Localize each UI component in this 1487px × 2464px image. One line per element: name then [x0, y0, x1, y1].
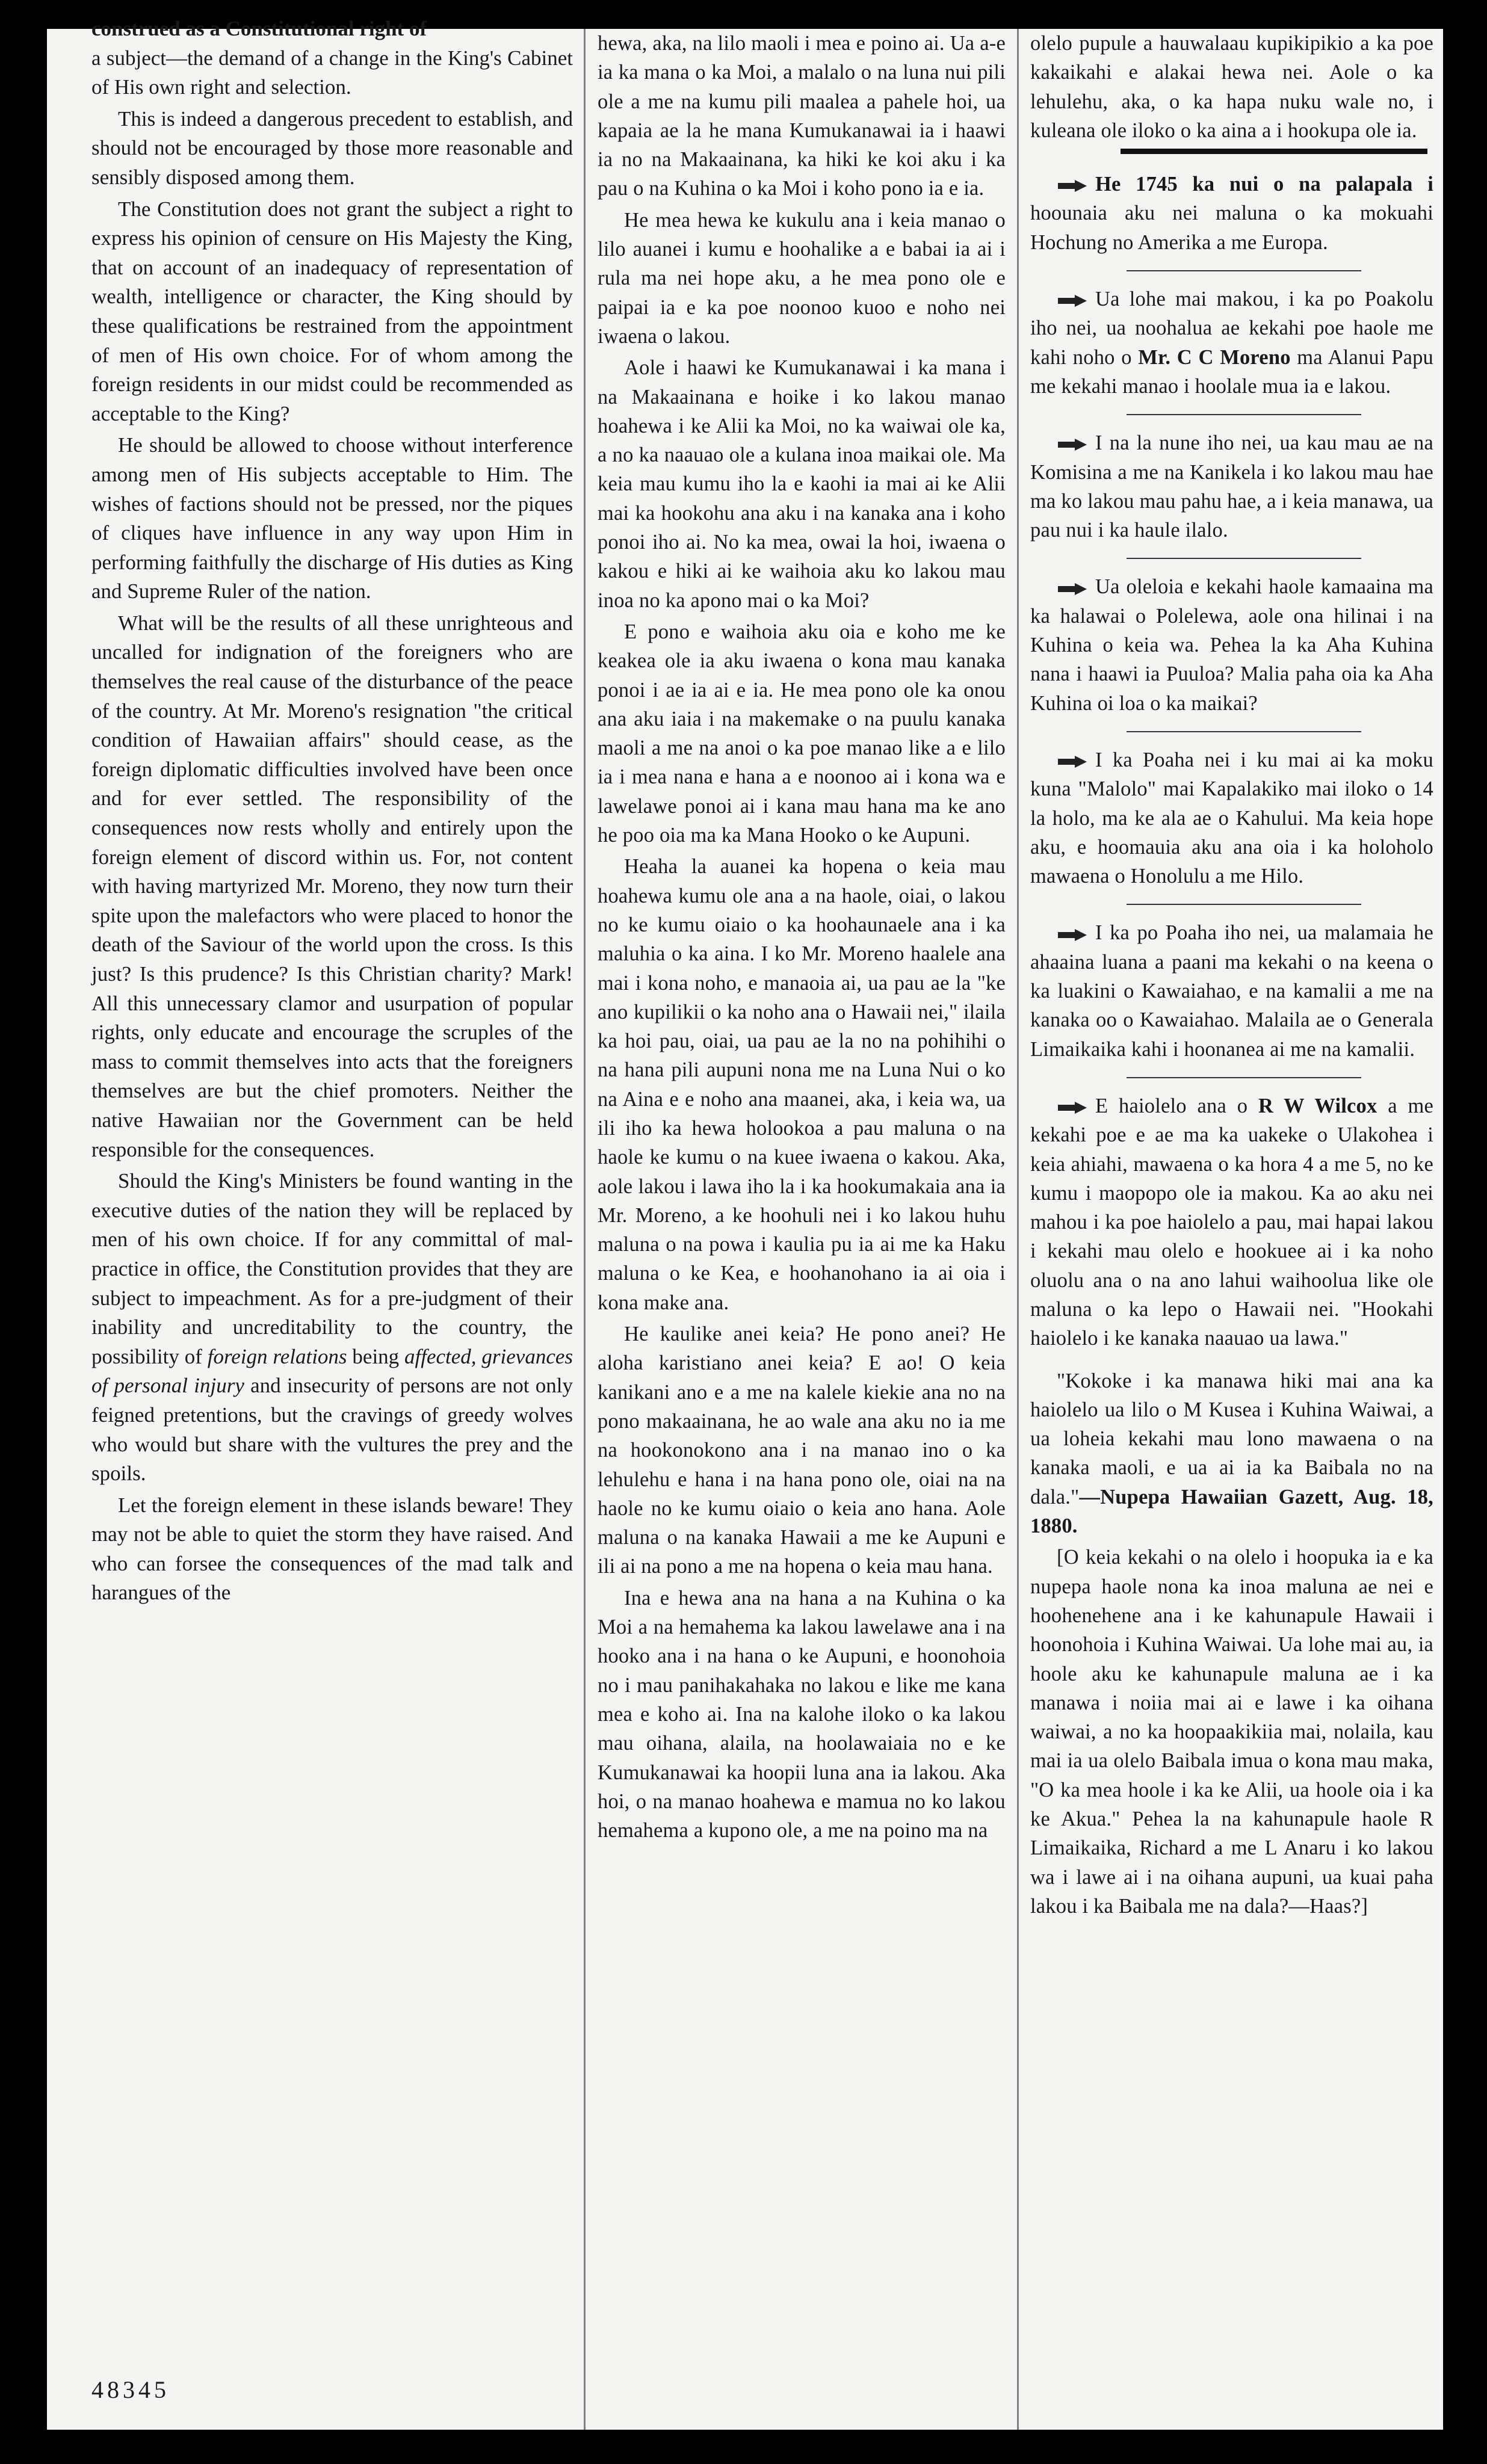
col1-paragraph-2: This is indeed a dangerous precedent to establish, and should not be encouraged by those more reasonable and sensibly disposed among them. [91, 107, 573, 189]
pointing-hand-icon [1057, 754, 1089, 770]
col2-paragraph-6: He kaulike anei keia? He pono anei? He aloha karistiano anei keia? E ao! O keia kanikani ano e a me na kalele kiekie ana no na pono makaainana, he ao wale ana aku no ia me na hookonokono ana i na manao ino o ka lehulehu e hana i na hana pono ole, oiai na na haole no ke kumu oiaio o keia ano hana. Aole maluna o na kanaka Hawaii a me ke Aupuni e ili ai na pono a me na hopena o keia mau hana. [598, 1323, 1006, 1578]
news-item-5-text: I ka Poaha nei i ku mai ai ka moku kuna "Malolo" mai Kapalakiko mai iloko o 14 la holo, ma ke ala ae o Kahului. Ma keia hope aku, e hoomauia aku ana oia i ka holoholo mawaena o Honolulu a me Hilo. [1030, 748, 1433, 888]
news-item-3-text: I na la nune iho nei, ua kau mau ae na Komisina a me na Kanikela i ko lakou mau hae ma ko lakou mau pahu hae, a i keia manawa, ua pau nui i ka haule ilalo. [1030, 431, 1433, 542]
pointing-hand-icon [1057, 178, 1089, 194]
pointing-hand-icon [1057, 293, 1089, 309]
quoted-item-text: "Kokoke i ka manawa hiki mai ana ka haiolelo ua lilo o M Kusea i Kuhina Waiwai, a ua loheia kekahi mau lono mawaena o na kanaka maoli, e ua ai ia ka Baibala no na dala." [1030, 1369, 1433, 1508]
section-rule [1121, 149, 1427, 154]
col1-p6-italic-2: affected, grievances of personal injury [91, 1344, 573, 1398]
english-column [91, 17, 573, 2430]
newspaper-page [47, 17, 1443, 2430]
pointing-hand-icon [1057, 581, 1089, 597]
pointing-hand-icon [1057, 927, 1089, 943]
col2-paragraph-1: hewa, aka, na lilo maoli i mea e poino ai. Ua a-e ia ka mana o ka Moi, a malalo o na luna nui pili ole a me na kumu pili maalea a pahele hoi, ua kapaia ae la he mana Kumukanawai ia i haawi ia no na Makaainana, ka hiki ke koi aku i ka pau o na Kuhina o ka Moi i koho pono ia e ia. [598, 32, 1006, 200]
item-rule [1127, 731, 1361, 732]
col2-paragraph-4: E pono e waihoia aku oia e koho me ke keakea ole ia aku iwaena o kona mau kanaka ponoi i ae ia ai e ia. He mea pono ole ka onou ana aku iaia i na makemake o na puulu kanaka maoli a me na anoi o ka poe manao like a e lilo ia i mea nana e hana a e noonoo ai i kona wa e lawelawe ponoi ai i kana mau hana ma ke ano he poo oia ma ka Mana Hooko o ke Aupuni. [598, 620, 1006, 847]
col1-p6-part-b: being [352, 1344, 400, 1368]
news-item-5 [1030, 746, 1433, 891]
news-item-7-text-b: a me kekahi poe e ae ma ka uakeke o Ulakohea i keia ahiahi, mawaena o ka hora 4 a me 5, no ke kumu i maopopo ole ia makou. Ka ao aku nei mahou i ka poe haiolelo a pau, mai hapai lakou i kekahi mau olelo e hookuee ai i ka noho oluolu ana o na ano lahui waihoolua like ole maluna o ka lepo o Hawaii nei. "Hookahi haiolelo i ke kanaka naauao ua lawa." [1030, 1094, 1434, 1350]
col1-paragraph-5: What will be the results of all these unrighteous and uncalled for indignation of the foreigners who are themselves the real cause of the disturbance of the peace of the country. At Mr. Moreno's resignation "the critical condition of Hawaiian affairs" should cease, as the foreign diplomatic difficulties involved have been once and for ever settled. The responsibility of the consequences now rests wholly and entirely upon the foreign element of discord within us. For, not content with having martyrized Mr. Moreno, they now turn their spite upon the malefactors who were placed to honor the death of the Saviour of the world upon the cross. Is this just? Is this prudence? Is this Christian charity? Mark! All this unnecessary clamor and usurpation of popular rights, only educate and encourage the scruples of the mass to commit themselves into acts that the foreigners themselves are but the chief promoters. Neither the native Hawaiian nor the Government can be held responsible for the consequences. [91, 611, 573, 1161]
item-rule [1127, 270, 1361, 271]
col1-p6-part-a: Should the King's Ministers be found wanting in the executive duties of the nation they will be replaced by men of his own choice. If for any committal of mal-practice in office, the Constitution provides that they are subject to impeachment. As for a pre-judgment of their inability and uncreditability to the country, the possibility of [91, 1169, 573, 1368]
col2-paragraph-7: Ina e hewa ana na hana a na Kuhina o ka Moi a na hemahema ka lakou lawelawe ana i na hooko ana i na hana o ke Aupuni, e hoonohoia no i mau panihakahaka no lakou e like me kana mea e koho ai. Ina na kalohe iloko o ka lakou mau oihana, alaila, na hoolawaiaia no e ke Kumukanawai ka hoopii luna ana ia lakou. Aka hoi, o na manao hoahewa e mamua no ko lakou hemahema a kupono ole, a me na poino ma na [598, 1586, 1006, 1842]
news-item-2-text-b: ma Alanui Papu me kekahi manao i hoolale mua ia e lakou. [1030, 345, 1433, 398]
col1-paragraph-4: He should be allowed to choose without interference among men of His subjects acceptable to Him. The wishes of factions should not be pressed, nor the piques of cliques have influence in any way upon Him in performing faithfully the discharge of His duties as King and Supreme Ruler of the nation. [91, 433, 573, 604]
news-item-6-text: I ka po Poaha iho nei, ua malamaia he ahaaina luana a paani ma kekahi o na keena o ka luakini o Kawaiahao, e na kamalii a me na kanaka oo o Kawaiahao. Malaila ae o Generala Limaikaika kahi i hoonanea ai me na kamalii. [1030, 921, 1433, 1061]
col1-p6-part-c: and insecurity of persons are not only feigned pretentions, but the cravings of greedy wolves who would but share with the vultures the prey and the spoils. [91, 1374, 573, 1486]
news-item-2 [1030, 285, 1433, 401]
item-rule [1127, 904, 1361, 905]
news-item-2-text-a: Ua lohe mai makou, i ka po Poakolu iho nei, ua noohalua ae kekahi poe haole me kahi noho o [1030, 288, 1433, 369]
hawaiian-column-right [1030, 29, 1433, 2430]
col1-paragraph-6 [91, 1167, 573, 1489]
hawaiian-column-middle [598, 29, 1006, 2430]
col1-paragraph-3: The Constitution does not grant the subject a right to express his opinion of censure on His Majesty the King, that on account of an inadequacy of representation of wealth, intelligence or character, the King should by these qualifications be restrained from the appointment of men of His own choice. For of whom among the foreign residents in our midst could be recommended as acceptable to the King? [91, 197, 573, 425]
news-item-7-text-a: E haiolelo ana o [1095, 1094, 1248, 1117]
news-item-4-text: Ua oleloia e kekahi haole kamaaina ma ka halawai o Polelewa, aole ona hilinai i na Kuhina o keia wa. Pehea la ka Aha Kuhina nana i haawi ia Puuloa? Malia paha oia ka Aha Kuhina oi loa o ka maikai? [1030, 575, 1433, 715]
item-rule [1127, 1077, 1361, 1078]
news-item-7 [1030, 1092, 1433, 1353]
col2-paragraph-2: He mea hewa ke kukulu ana i keia manao o lilo auanei i kumu e hoohalike a e babai ia ai i rula ma nei hope aku, a he mea pono ole e paipai ia e ka poe noonoo kuoo e noho nei iwaena o lakou. [598, 208, 1006, 348]
quoted-item [1030, 1366, 1433, 1541]
column-rule-right [1017, 29, 1019, 2430]
news-item-4 [1030, 572, 1433, 717]
column-rule-left [584, 29, 586, 2430]
news-item-1 [1030, 170, 1433, 257]
editor-commentary: [O keia kekahi o na olelo i hoopuka ia e ka nupepa haole nona ka inoa maluna ae nei e hoohenehene ana i ke kahunapule Hawaii i hoonohoia i Kuhina Waiwai. Ua lohe mai au, ia hoole aku ke kahunapule maluna ae i ka manawa i noiia mai ai e lawe i ka oihana waiwai, a no ka hoopaakikiia mai, nolaila, kau mai ia ua olelo Baibala imua o kona mau maka, "O ka mea hoole i ka ke Alii, ua hoole oia i ka ke Akua." Pehea la na kahunapule haole R Limaikaika, Richard a me L Anaru i ko lakou wa i lawe ai i na oihana aupuni, ua kuai paha lakou i ka Baibala me na dala?—Haas?] [1030, 1546, 1433, 1918]
news-item-2-name: Mr. C C Moreno [1138, 345, 1291, 369]
news-item-1-text: hoounaia aku nei maluna o ka mokuahi Hochung no Amerika a me Europa. [1030, 202, 1433, 254]
news-item-1-lead: He 1745 ka nui o na palapala i [1095, 173, 1433, 196]
col3-paragraph-1: olelo pupule a hauwalaau kupikipikio a ka poe kakaikahi e alakai hewa nei. Aole o ka lehulehu, aka, o ka hapa nuku wale no, i kuleana ole iloko o ka aina a i hookupa ole ia. [1030, 32, 1433, 142]
top-fragment-line: construed as a Constitutional right of [91, 17, 427, 40]
page-number: 48345 [91, 2376, 170, 2403]
item-rule [1127, 414, 1361, 415]
col1-paragraph-7: Let the foreign element in these islands beware! They may not be able to quiet the storm they have raised. And who can forsee the consequences of the mad talk and harangues of the [91, 1493, 573, 1605]
news-item-7-name: R W Wilcox [1258, 1094, 1377, 1117]
col1-paragraph-1: a subject—the demand of a change in the King's Cabinet of His own right and selection. [91, 46, 573, 99]
item-rule [1127, 558, 1361, 559]
col2-paragraph-3: Aole i haawi ke Kumukanawai i ka mana i na Makaainana e hoike i ko lakou manao hoahewa i ke Alii ka Moi, no ka waiwai ole ka, a no ka naauao ole a kulana inoa maikai ole. Ma keia mau kumu iho la e kaohi ia mai ai ke Alii mai ka hookohu ana aku i na kanaka ana i koho ponoi iho ai. No ka mea, owai la hoi, iwaena o kakou e hiki ai ke waihoia aku ko lakou mau inoa no ka apono mai o ka Moi? [598, 356, 1006, 612]
pointing-hand-icon [1057, 1100, 1089, 1116]
news-item-6 [1030, 918, 1433, 1063]
news-item-3 [1030, 428, 1433, 545]
col1-p6-italic-1: foreign relations [207, 1344, 347, 1368]
quoted-item-source: —Nupepa Hawaiian Gazett, Aug. 18, 1880. [1030, 1485, 1433, 1538]
col2-paragraph-5: Heaha la auanei ka hopena o keia mau hoahewa kumu ole ana a na haole, oiai, o lakou no ke kumu oiaio o ka hoohaunaele ana i ka maluhia o ka aina. I ko Mr. Moreno haalele ana mai i kona noho, e manaoia ai, ua pau ae la "ke ano kupilikii o ka noho ana o Hawaii nei," ilaila ka hoi pau, oiai, ua pau ae la no na pohihihi o na hana pili aupuni nona me na Luna Nui o ko na Aina e e noho ana maanei, aka, i keia wa, ua ili iho ka hewa holookoa a pau maluna o na haole ke kumu o na kuee iwaena o kakou. Aka, aole lakou i lawa iho la i ka hookumakaia ana ia Mr. Moreno, a ke hoohuli nei i ko lakou huhu maluna o na powa i kaulia pu ia ai me ka Haku maluna o ke Kea, e hoohanohano ia ai oia i kona make ana. [598, 855, 1006, 1314]
pointing-hand-icon [1057, 437, 1089, 452]
